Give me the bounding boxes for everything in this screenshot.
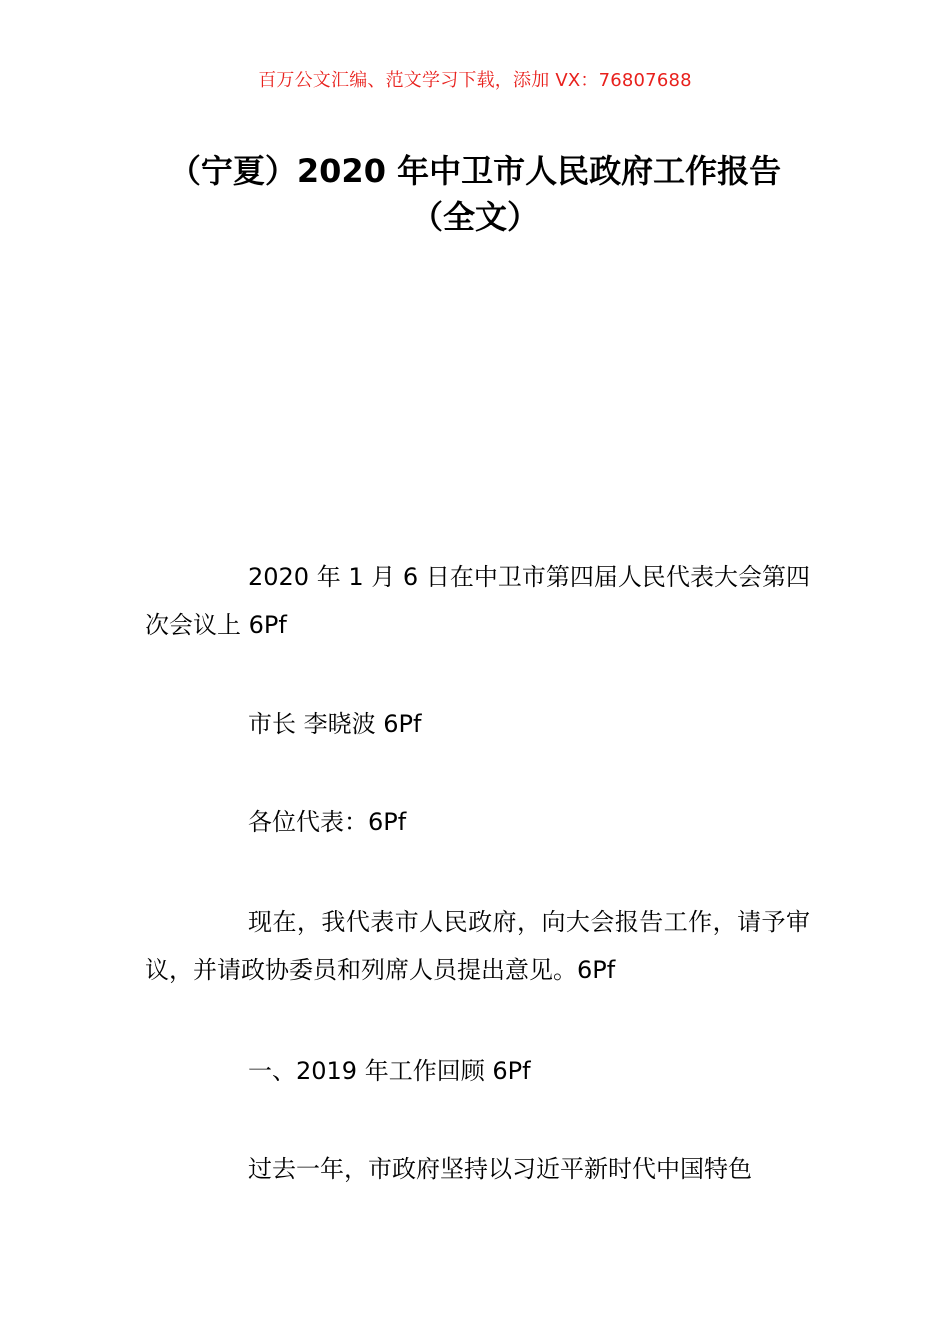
section-heading-review: 一、2019 年工作回顾 6Pf: [248, 1057, 531, 1085]
document-title-line-2: （全文）: [410, 198, 539, 236]
header-promo-note: 百万公文汇编、范文学习下载，添加 VX：76807688: [258, 70, 692, 91]
paragraph-salutation: 各位代表：6Pf: [248, 808, 407, 836]
document-title-line-1: （宁夏）2020 年中卫市人民政府工作报告: [168, 152, 782, 190]
paragraph-meeting-info: 2020 年 1 月 6 日在中卫市第四届人民代表大会第四次会议上 6Pf: [145, 563, 810, 639]
paragraph-introduction: 现在，我代表市人民政府，向大会报告工作，请予审议，并请政协委员和列席人员提出意见。6Pf: [145, 908, 810, 984]
paragraph-speaker: 市长 李晓波 6Pf: [248, 710, 422, 738]
document-title: [120, 148, 830, 240]
paragraph-review-start: 过去一年，市政府坚持以习近平新时代中国特色: [248, 1155, 752, 1183]
